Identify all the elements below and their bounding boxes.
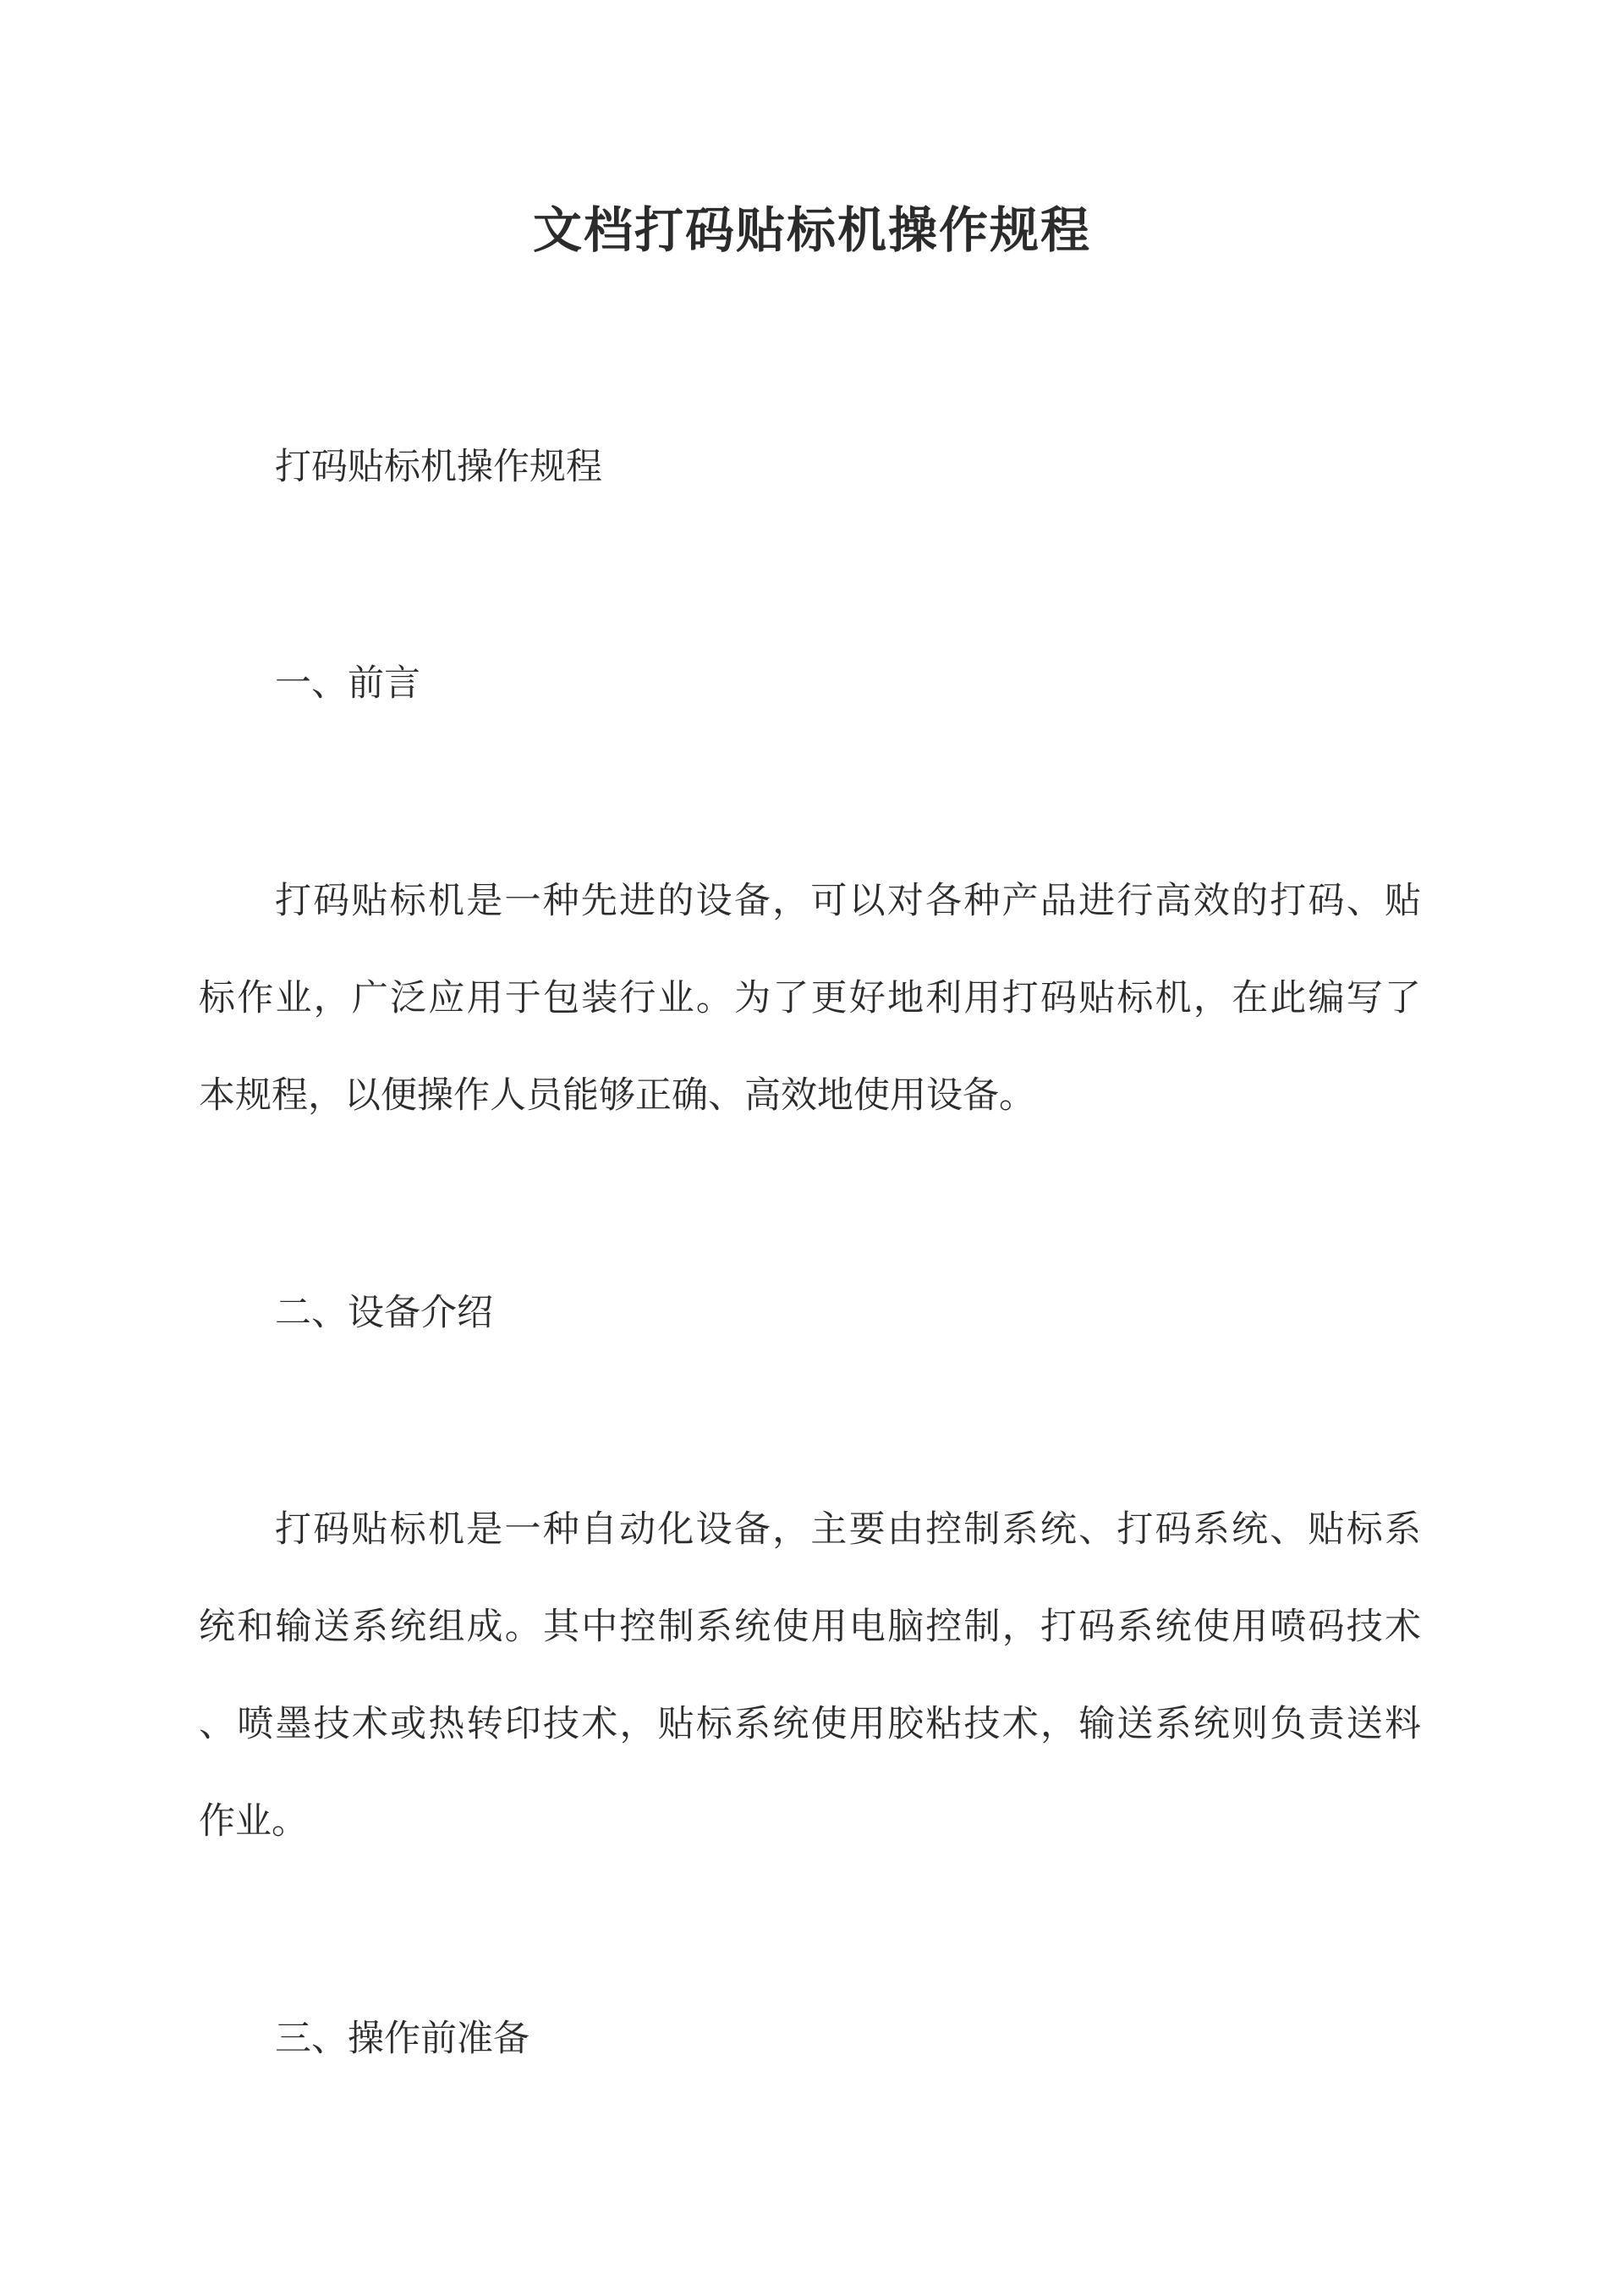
paragraph-line: 打码贴标机是一种先进的设备，可以对各种产品进行高效的打码、贴 xyxy=(275,880,1421,922)
section-heading-equipment: 二、设备介绍 xyxy=(275,1292,493,1334)
document-subtitle: 打码贴标机操作规程 xyxy=(275,446,602,488)
paragraph-line: 打码贴标机是一种自动化设备，主要由控制系统、打码系统、贴标系 xyxy=(275,1508,1421,1551)
paragraph-line: 标作业，广泛应用于包装行业。为了更好地利用打码贴标机，在此编写了 xyxy=(199,977,1421,1019)
document-title: 文档打码贴标机操作规程 xyxy=(532,201,1091,259)
section-heading-preface: 一、前言 xyxy=(275,662,420,705)
paragraph-line: 、喷墨技术或热转印技术，贴标系统使用胶粘技术，输送系统则负责送料 xyxy=(199,1703,1421,1745)
section-heading-preparation: 三、操作前准备 xyxy=(275,2018,529,2060)
paragraph-line: 本规程，以便操作人员能够正确、高效地使用设备。 xyxy=(199,1074,1035,1117)
paragraph-line: 作业。 xyxy=(199,1800,308,1843)
paragraph-line: 统和输送系统组成。其中控制系统使用电脑控制，打码系统使用喷码技术 xyxy=(199,1606,1421,1648)
